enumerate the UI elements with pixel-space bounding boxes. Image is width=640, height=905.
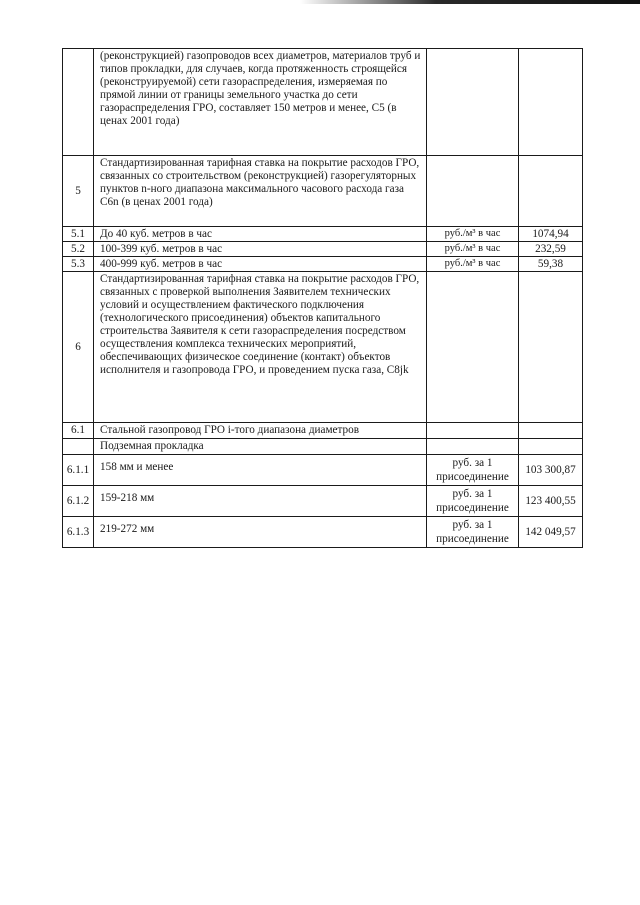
- row-number: 6.1.3: [63, 517, 94, 548]
- row-value: 103 300,87: [519, 455, 583, 486]
- row-description: Стальной газопровод ГРО i-того диапазона диаметров: [94, 423, 427, 439]
- row-description: До 40 куб. метров в час: [94, 227, 427, 242]
- row-number: 6.1.1: [63, 455, 94, 486]
- row-number: 5.2: [63, 242, 94, 257]
- table-row-6-1-1: [63, 455, 583, 486]
- row-description: 100-399 куб. метров в час: [94, 242, 427, 257]
- row-unit: руб./м³ в час: [427, 242, 519, 257]
- table-row-5-3: [63, 257, 583, 272]
- row-value-cell: [519, 272, 583, 423]
- row-value-cell: [519, 156, 583, 227]
- table-row-6: [63, 272, 583, 423]
- row-description: 158 мм и менее: [100, 461, 174, 473]
- row-description: 219-272 мм: [100, 523, 155, 535]
- row-description-cell: [94, 517, 427, 548]
- row-number: 6.1.2: [63, 486, 94, 517]
- row-number-cell: [63, 439, 94, 455]
- row-description: (реконструкцией) газопроводов всех диаметров, материалов труб и типов прокладки, для случаев, когда протяженность строящейся (реконструируемой) сети газораспределения, измеряемая по прямой линии от границы земельного участка до сети газораспределения ГРО, составляет 150 метров и менее, С5 (в ценах 2001 года): [94, 49, 427, 156]
- table-row-5: [63, 156, 583, 227]
- row-description: 400-999 куб. метров в час: [94, 257, 427, 272]
- table-row-subheading: [63, 439, 583, 455]
- row-description: Стандартизированная тарифная ставка на покрытие расходов ГРО, связанных с проверкой выполнения Заявителем технических условий и осуществлением фактического подключения (технологического присоединения) объектов капитального строительства Заявителя к сети газораспределения посредством осуществления комплекса технических мероприятий, обеспечивающих физическое соединение (контакт) объектов исполнителя и газопровода ГРО, и проведением пуска газа, С8jk: [94, 272, 427, 423]
- row-number: 5: [63, 156, 94, 227]
- row-subheading: Подземная прокладка: [94, 439, 427, 455]
- row-unit: руб. за 1 присоединение: [427, 517, 519, 548]
- row-number: 5.1: [63, 227, 94, 242]
- row-description-cell: [94, 455, 427, 486]
- row-value: 59,38: [519, 257, 583, 272]
- row-unit-cell: [427, 156, 519, 227]
- row-description: Стандартизированная тарифная ставка на покрытие расходов ГРО, связанных со строительством (реконструкцией) газорегуляторных пунктов n-ного диапазона максимального часового расхода газа С6n (в ценах 2001 года): [94, 156, 427, 227]
- row-unit-cell: [427, 272, 519, 423]
- table-row-5-2: [63, 242, 583, 257]
- table-row-continuation: [63, 49, 583, 156]
- row-value-cell: [519, 49, 583, 156]
- row-number-cell: [63, 49, 94, 156]
- table-row-5-1: [63, 227, 583, 242]
- row-description: 159-218 мм: [100, 492, 155, 504]
- row-number: 6.1: [63, 423, 94, 439]
- row-description-cell: [94, 486, 427, 517]
- row-number: 6: [63, 272, 94, 423]
- row-value: 232,59: [519, 242, 583, 257]
- row-value: 142 049,57: [519, 517, 583, 548]
- tariff-table: [62, 48, 583, 548]
- row-unit-cell: [427, 423, 519, 439]
- row-unit: руб. за 1 присоединение: [427, 455, 519, 486]
- row-value: 123 400,55: [519, 486, 583, 517]
- scan-top-edge: [300, 0, 640, 4]
- row-unit: руб./м³ в час: [427, 257, 519, 272]
- row-value-cell: [519, 423, 583, 439]
- row-value-cell: [519, 439, 583, 455]
- row-unit: руб./м³ в час: [427, 227, 519, 242]
- row-unit-cell: [427, 439, 519, 455]
- row-value: 1074,94: [519, 227, 583, 242]
- table-row-6-1-3: [63, 517, 583, 548]
- row-unit: руб. за 1 присоединение: [427, 486, 519, 517]
- table-row-6-1-2: [63, 486, 583, 517]
- row-number: 5.3: [63, 257, 94, 272]
- table-row-6-1: [63, 423, 583, 439]
- row-unit-cell: [427, 49, 519, 156]
